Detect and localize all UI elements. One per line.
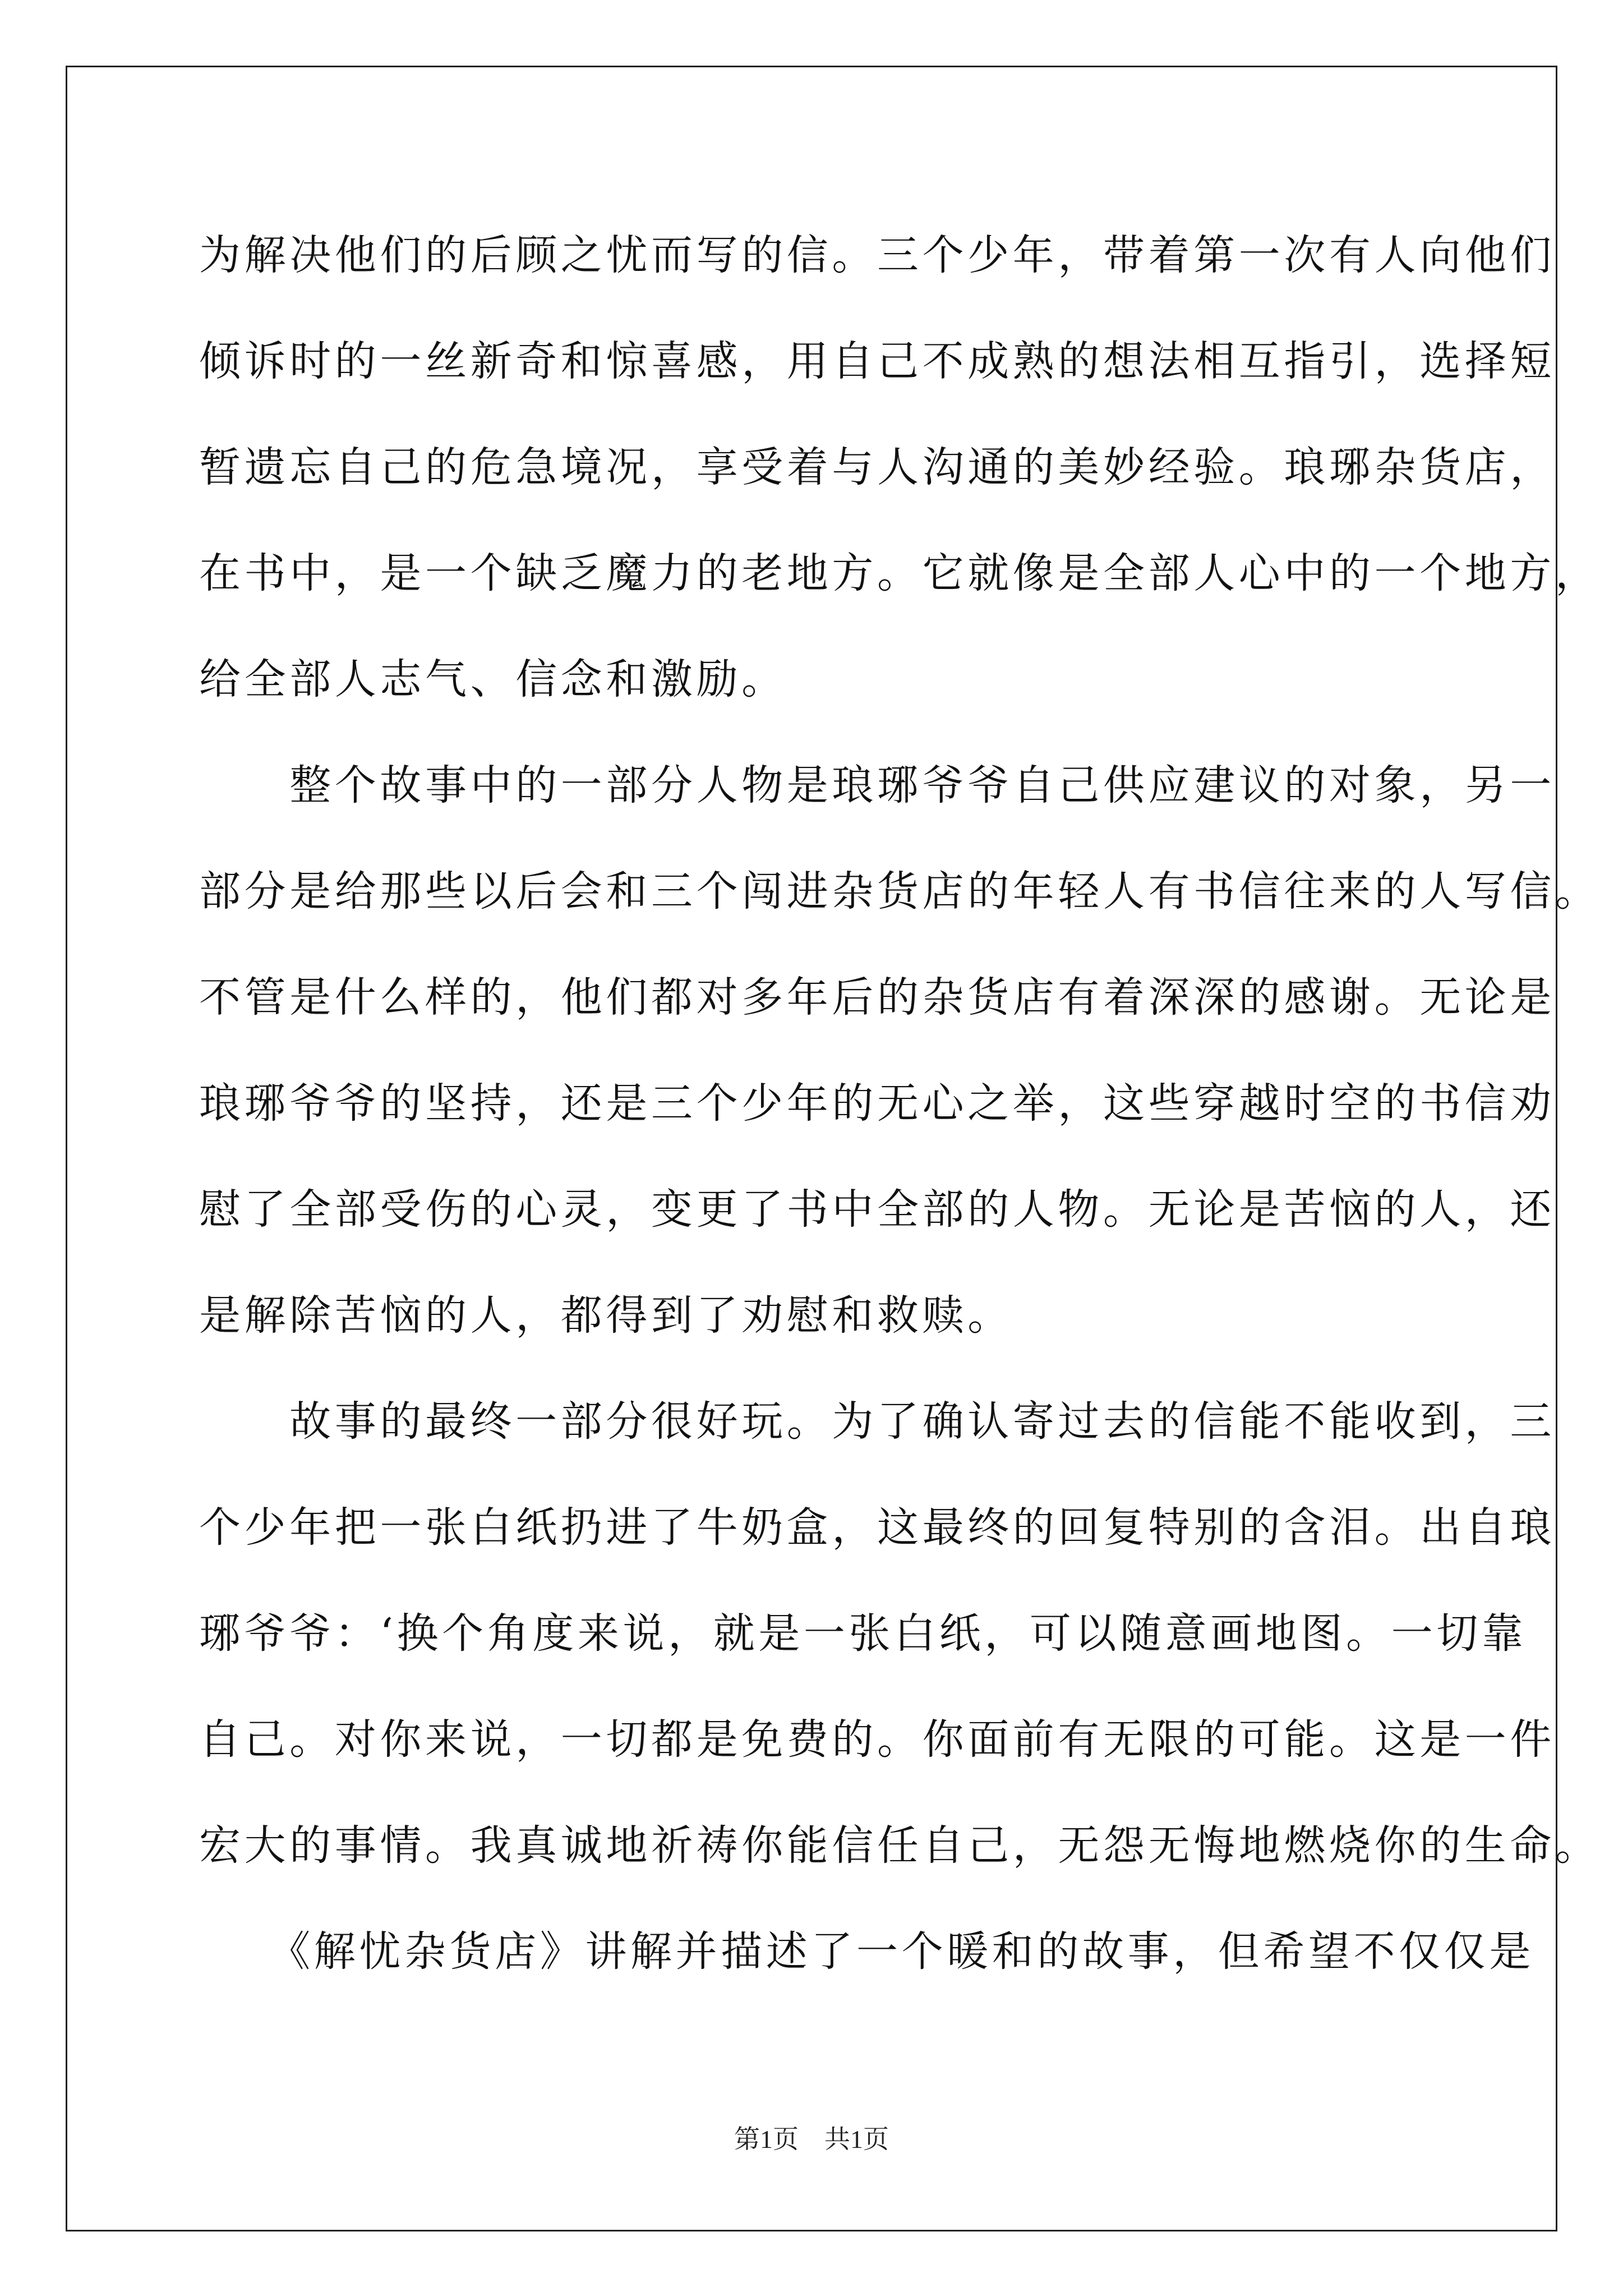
page-footer: 第1页 共1页 bbox=[734, 2125, 889, 2154]
text-line: 为解决他们的后顾之忧而写的信。三个少年，带着第一次有人向他们 bbox=[199, 231, 1555, 279]
text-line: 是解除苦恼的人，都得到了劝慰和救赎。 bbox=[199, 1291, 1013, 1340]
text-line: 暂遗忘自己的危急境况，享受着与人沟通的美妙经验。琅琊杂货店， bbox=[199, 443, 1555, 491]
text-line: 琊爷爷：‘换个角度来说，就是一张白纸，可以随意画地图。一切靠 bbox=[199, 1609, 1527, 1658]
text-line: 宏大的事情。我真诚地祈祷你能信任自己，无怨无悔地燃烧你的生命。 bbox=[199, 1821, 1601, 1870]
text-line: 慰了全部受伤的心灵，变更了书中全部的人物。无论是苦恼的人，还 bbox=[199, 1185, 1555, 1234]
text-line: 《解忧杂货店》讲解并描述了一个暖和的故事，但希望不仅仅是 bbox=[199, 1927, 1534, 1976]
text-line: 在书中，是一个缺乏魔力的老地方。它就像是全部人心中的一个地方， bbox=[199, 549, 1601, 597]
text-line: 故事的最终一部分很好玩。为了确认寄过去的信能不能收到，三 bbox=[199, 1397, 1555, 1446]
text-line: 自己。对你来说，一切都是免费的。你面前有无限的可能。这是一件 bbox=[199, 1715, 1555, 1764]
text-line: 不管是什么样的，他们都对多年后的杂货店有着深深的感谢。无论是 bbox=[199, 973, 1555, 1022]
text-line: 琅琊爷爷的坚持，还是三个少年的无心之举，这些穿越时空的书信劝 bbox=[199, 1079, 1555, 1128]
text-line: 个少年把一张白纸扔进了牛奶盒，这最终的回复特别的含泪。出自琅 bbox=[199, 1503, 1555, 1552]
text-line: 部分是给那些以后会和三个闯进杂货店的年轻人有书信往来的人写信。 bbox=[199, 867, 1601, 915]
text-line: 整个故事中的一部分人物是琅琊爷爷自己供应建议的对象，另一 bbox=[199, 761, 1555, 809]
text-line: 给全部人志气、信念和激励。 bbox=[199, 655, 787, 703]
text-line: 倾诉时的一丝新奇和惊喜感，用自己不成熟的想法相互指引，选择短 bbox=[199, 337, 1555, 385]
